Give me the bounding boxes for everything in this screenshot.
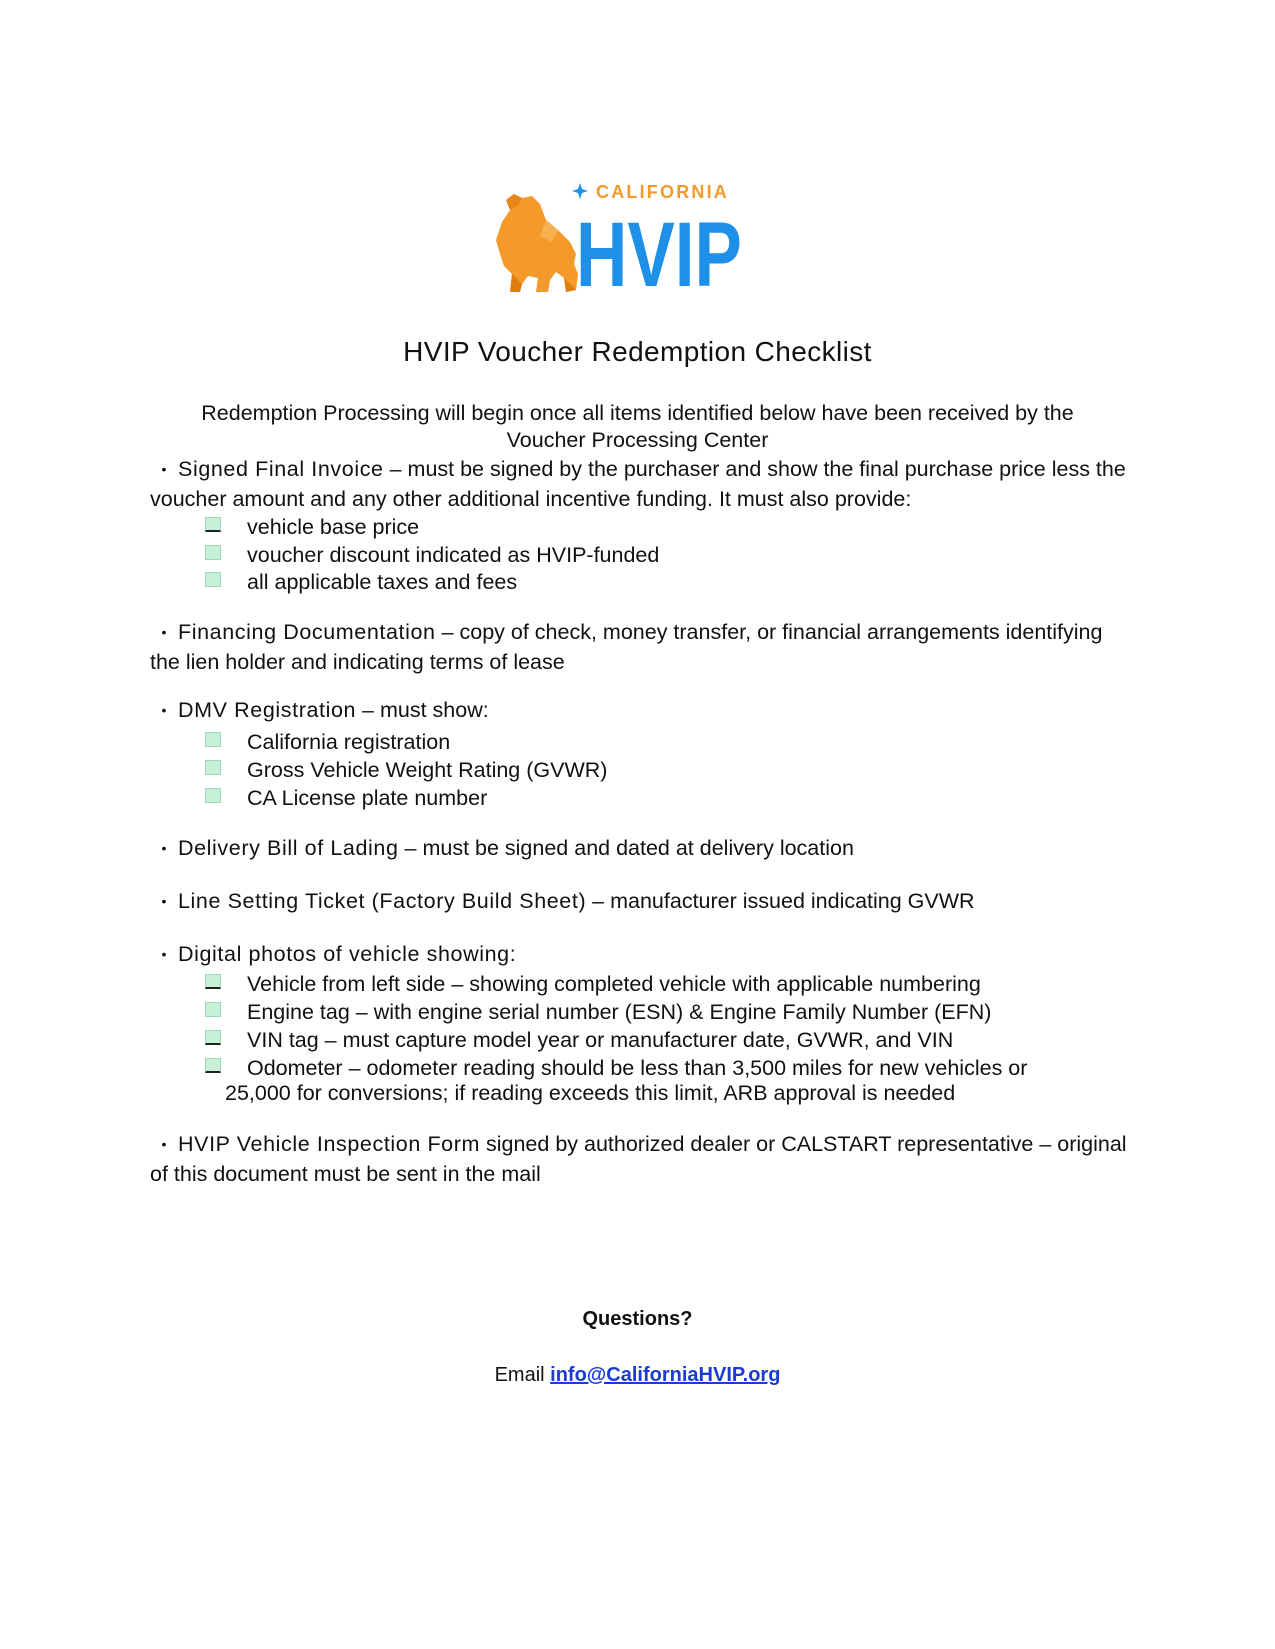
bullet: • xyxy=(161,624,167,640)
bear-icon xyxy=(496,194,578,292)
bullet: • xyxy=(161,946,167,962)
checklist-item-label: voucher discount indicated as HVIP-funded xyxy=(247,543,660,567)
section-line-setting-ticket xyxy=(150,886,1130,916)
section-vehicle-inspection-form xyxy=(150,1129,1130,1189)
email-label: Email xyxy=(494,1364,551,1386)
logo-program-text: HVIP xyxy=(576,204,742,304)
section-term: Financing Documentation xyxy=(178,620,436,644)
section-desc: – must be signed by the purchaser and show the final purchase price less the voucher amount and any other additional incentive funding. It must also provide: xyxy=(150,457,1126,511)
checklist-item-label: Gross Vehicle Weight Rating (GVWR) xyxy=(247,758,608,782)
checkbox[interactable] xyxy=(205,517,221,532)
section-dmv-registration xyxy=(150,695,1130,725)
bullet: • xyxy=(161,893,167,909)
bullet: • xyxy=(161,840,167,856)
section-desc: signed by authorized dealer or CALSTART representative – original of this document must be sent in the mail xyxy=(150,1132,1127,1186)
checkbox[interactable] xyxy=(205,1030,221,1045)
checkbox[interactable] xyxy=(205,732,221,747)
checklist-item-label: vehicle base price xyxy=(247,515,420,539)
checkbox[interactable] xyxy=(205,788,221,803)
section-term: Delivery Bill of Lading xyxy=(178,836,399,860)
questions-heading: Questions? xyxy=(582,1308,693,1330)
checkbox[interactable] xyxy=(205,1002,221,1017)
checkbox[interactable] xyxy=(205,974,221,989)
bullet: • xyxy=(161,461,167,477)
checklist-item-label: Engine tag – with engine serial number (ESN) & Engine Family Number (EFN) xyxy=(247,1000,992,1024)
logo-graphic xyxy=(492,180,792,304)
bullet: • xyxy=(161,702,167,718)
checklist-item-label: 25,000 for conversions; if reading exceeds this limit, ARB approval is needed xyxy=(225,1081,956,1105)
sparkle-icon xyxy=(572,183,588,199)
checklist-item-label: Odometer – odometer reading should be less than 3,500 miles for new vehicles or xyxy=(247,1056,1028,1080)
checkbox[interactable] xyxy=(205,760,221,775)
checklist-item-label: California registration xyxy=(247,730,451,754)
section-term: HVIP Vehicle Inspection Form xyxy=(178,1132,481,1156)
section-signed-final-invoice xyxy=(150,454,1130,514)
section-digital-photos xyxy=(150,939,1130,969)
section-term: Line Setting Ticket (Factory Build Sheet) xyxy=(178,889,587,913)
page-title: HVIP Voucher Redemption Checklist xyxy=(403,336,872,367)
section-desc: – must show: xyxy=(356,698,489,722)
checklist-item-label: CA License plate number xyxy=(247,786,488,810)
email-link[interactable]: info@CaliforniaHVIP.org xyxy=(550,1364,781,1386)
section-desc: – manufacturer issued indicating GVWR xyxy=(586,889,975,913)
section-term: Digital photos of vehicle showing: xyxy=(178,942,517,966)
intro-text: Redemption Processing will begin once all items identified below have been received by the Voucher Processing Center xyxy=(201,401,1074,452)
section-desc: – must be signed and dated at delivery location xyxy=(398,836,854,860)
checkbox[interactable] xyxy=(205,545,221,560)
email-line xyxy=(0,1364,1275,1387)
section-financing-documentation xyxy=(150,617,1130,677)
checklist-item-label: Vehicle from left side – showing completed vehicle with applicable numbering xyxy=(247,972,981,996)
checklist-item-label: all applicable taxes and fees xyxy=(247,570,518,594)
checkbox[interactable] xyxy=(205,572,221,587)
section-desc: – copy of check, money transfer, or financial arrangements identifying the lien holder and indicating terms of lease xyxy=(150,620,1103,674)
hvip-logo xyxy=(492,180,792,304)
logo-state-text: CALIFORNIA xyxy=(596,182,729,202)
section-term: DMV Registration xyxy=(178,698,357,722)
section-term: Signed Final Invoice xyxy=(178,457,384,481)
checkbox[interactable] xyxy=(205,1058,221,1073)
section-delivery-bill-of-lading xyxy=(150,833,1130,863)
checklist-item-label: VIN tag – must capture model year or manufacturer date, GVWR, and VIN xyxy=(247,1028,954,1052)
bullet: • xyxy=(161,1136,167,1152)
checklist-item-continuation xyxy=(225,1079,955,1107)
